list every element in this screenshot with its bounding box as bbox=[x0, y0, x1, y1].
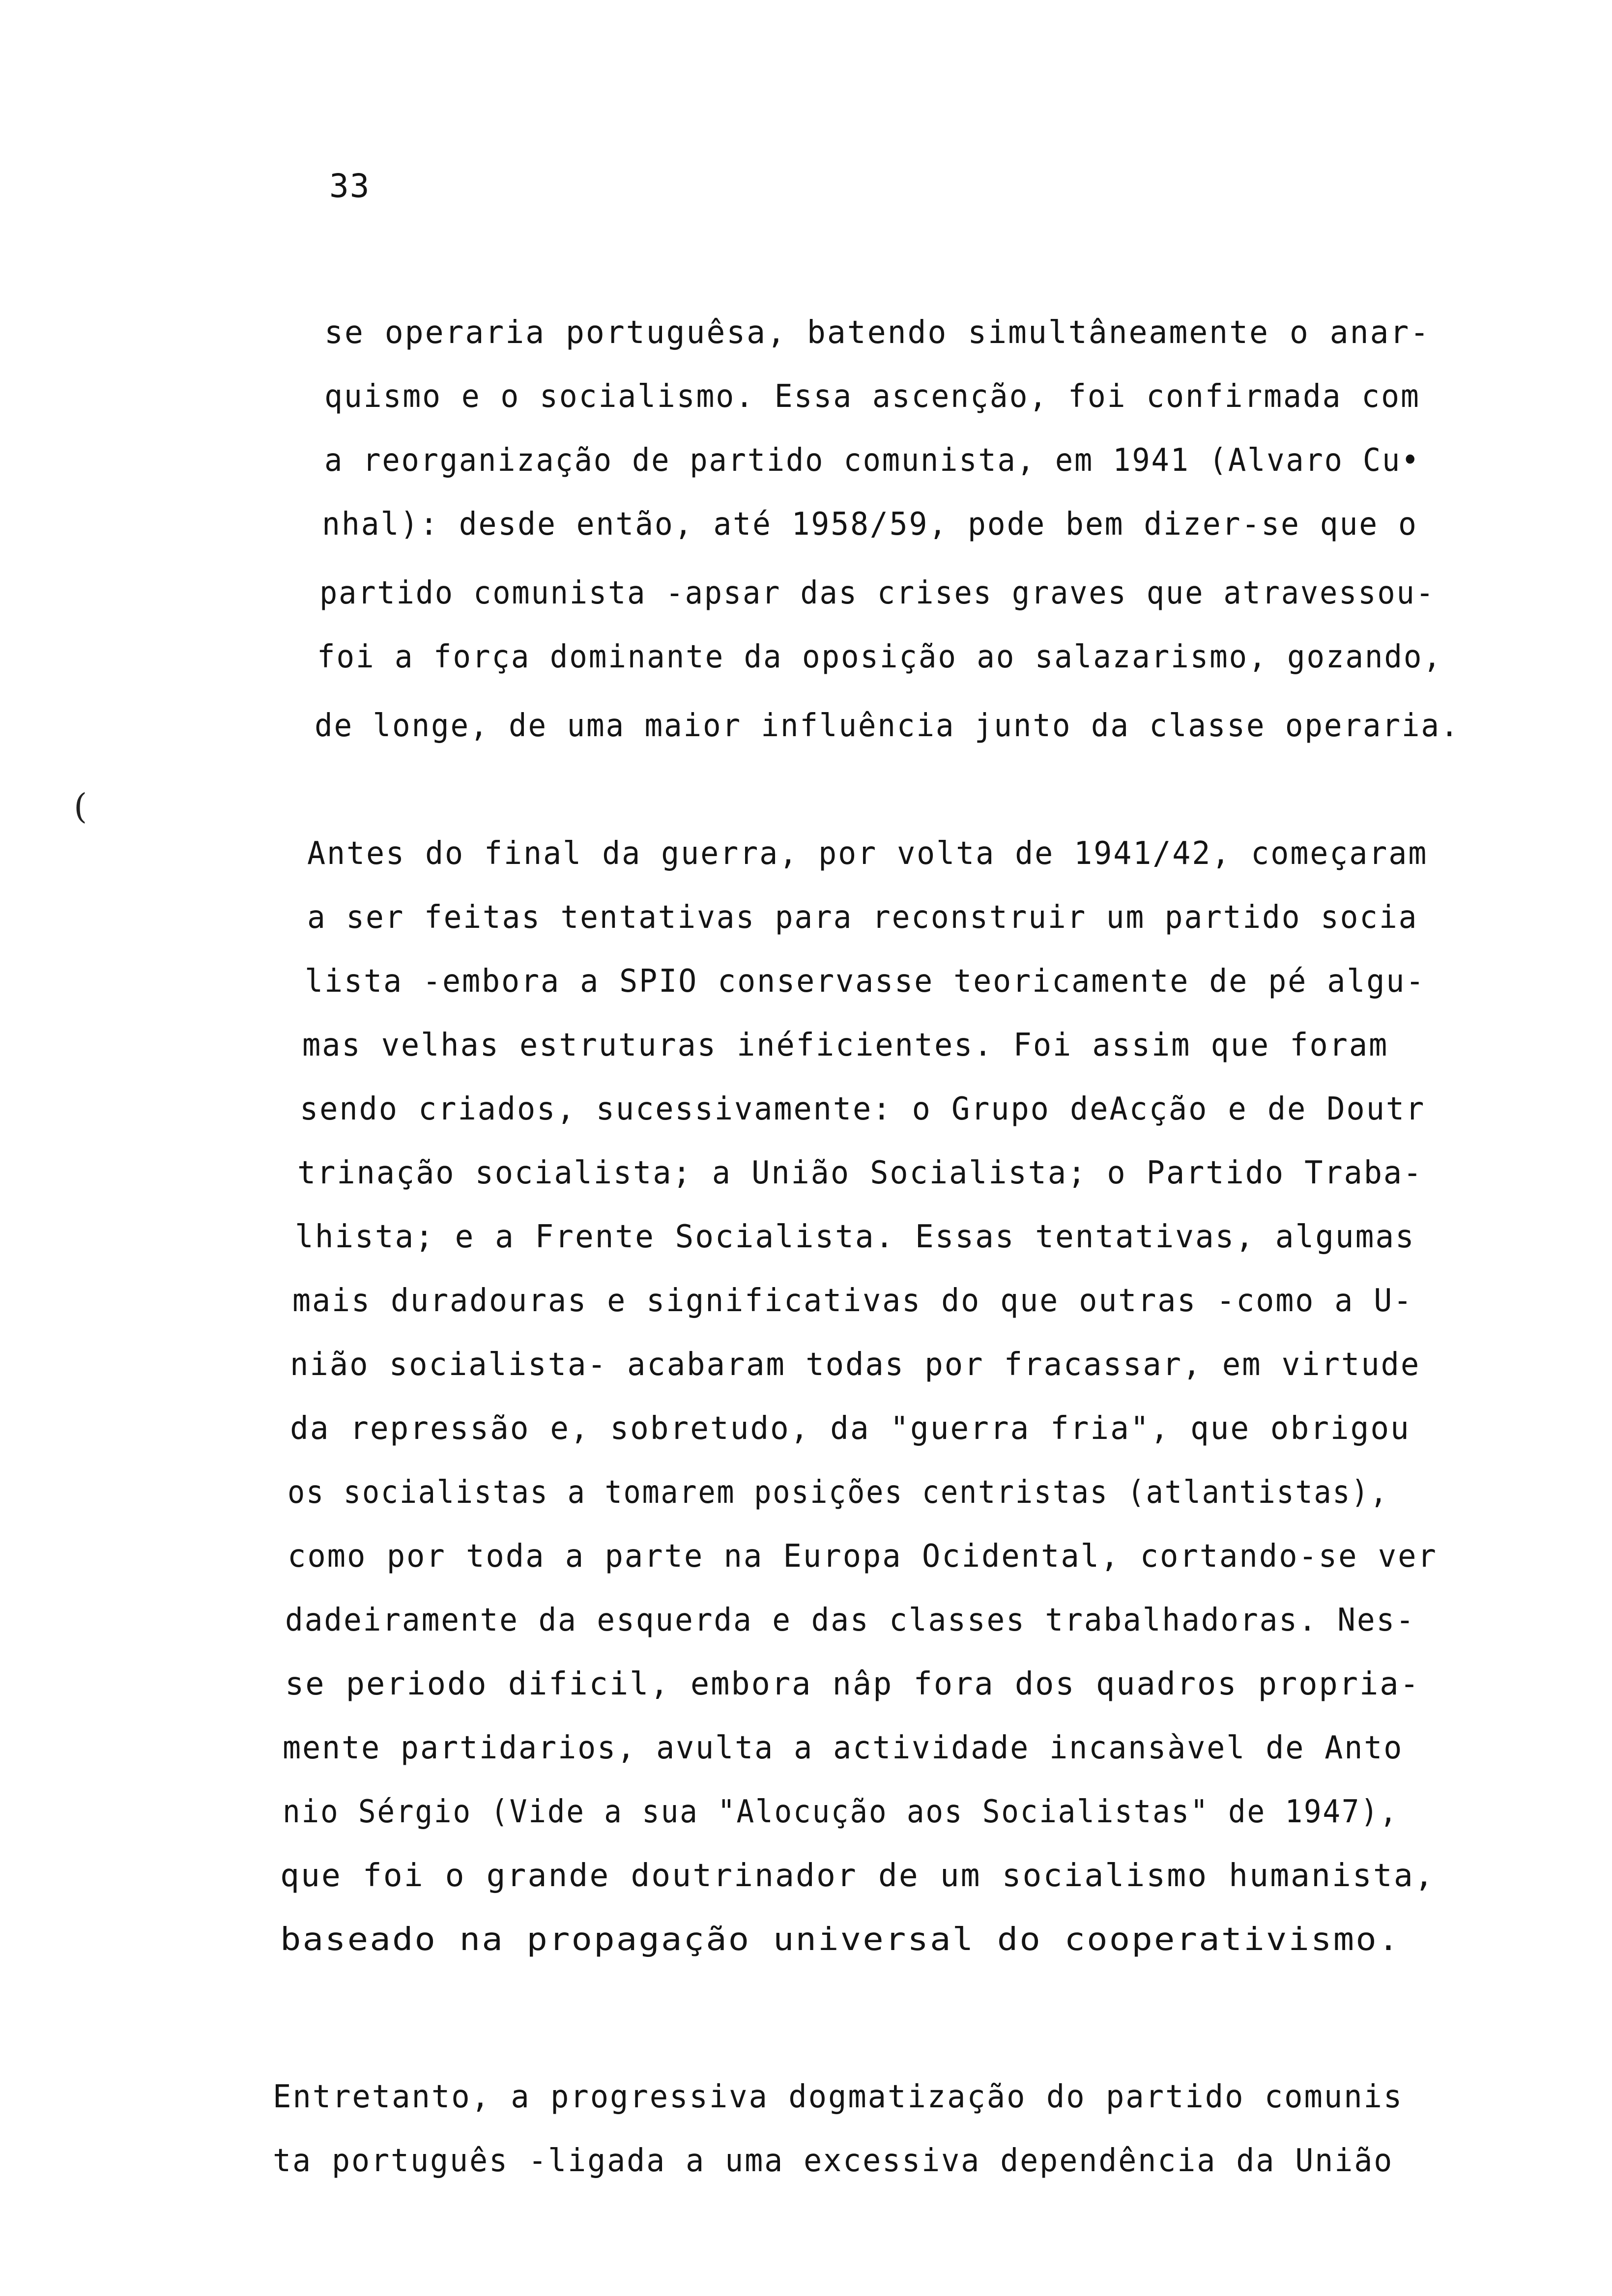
text-line: sendo criados, sucessivamente: o Grupo deAcção e de Doutr bbox=[300, 1091, 1426, 1127]
margin-mark: ( bbox=[74, 786, 87, 827]
text-line: como por toda a parte na Europa Ocidental, cortando-se ver bbox=[288, 1538, 1438, 1575]
text-line: nhal): desde então, até 1958/59, pode bem dizer-se que o bbox=[322, 506, 1418, 543]
text-line: lhista; e a Frente Socialista. Essas tentativas, algumas bbox=[295, 1219, 1415, 1255]
text-line: partido comunista -apsar das crises graves que atravessou- bbox=[319, 575, 1435, 611]
page-number: 33 bbox=[329, 167, 371, 205]
text-line: baseado na propagação universal do cooperativismo. bbox=[280, 1922, 1401, 1958]
text-line: trinação socialista; a União Socialista; o Partido Traba- bbox=[297, 1155, 1423, 1191]
text-line: nio Sérgio (Vide a sua "Alocução aos Socialistas" de 1947), bbox=[283, 1794, 1399, 1830]
text-line: dadeiramente da esquerda e das classes trabalhadoras. Nes- bbox=[285, 1602, 1415, 1638]
text-line: quismo e o socialismo. Essa ascenção, foi confirmada com bbox=[324, 378, 1420, 415]
text-line: a reorganização de partido comunista, em 1941 (Alvaro Cu• bbox=[324, 442, 1421, 479]
text-line: Entretanto, a progressiva dogmatização do partido comunis bbox=[273, 2079, 1404, 2115]
text-line: mente partidarios, avulta a actividade incansàvel de Anto bbox=[283, 1730, 1404, 1766]
text-line: ta português -ligada a uma excessiva dependência da União bbox=[273, 2143, 1394, 2179]
text-line: nião socialista- acabaram todas por fracassar, em virtude bbox=[290, 1347, 1421, 1383]
text-line: se periodo dificil, embora nâp fora dos quadros propria- bbox=[285, 1666, 1420, 1702]
text-line: se operaria portuguêsa, batendo simultâneamente o anar- bbox=[324, 315, 1431, 351]
text-line: os socialistas a tomarem posições centristas (atlantistas), bbox=[288, 1474, 1389, 1511]
text-line: mais duradouras e significativas do que outras -como a U- bbox=[292, 1283, 1413, 1319]
text-line: da repressão e, sobretudo, da "guerra fria", que obrigou bbox=[290, 1410, 1410, 1447]
text-line: lista -embora a SPIO conservasse teoricamente de pé algu- bbox=[305, 963, 1426, 1000]
text-line: que foi o grande doutrinador de um socialismo humanista, bbox=[280, 1858, 1435, 1894]
text-line: mas velhas estruturas inéficientes. Foi assim que foram bbox=[302, 1027, 1389, 1063]
text-line: Antes do final da guerra, por volta de 1941/42, começaram bbox=[307, 835, 1428, 872]
text-line: a ser feitas tentativas para reconstruir um partido socia bbox=[307, 899, 1418, 936]
text-line: foi a força dominante da oposição ao salazarismo, gozando, bbox=[317, 639, 1442, 675]
text-line: de longe, de uma maior influência junto da classe operaria. bbox=[315, 708, 1460, 744]
